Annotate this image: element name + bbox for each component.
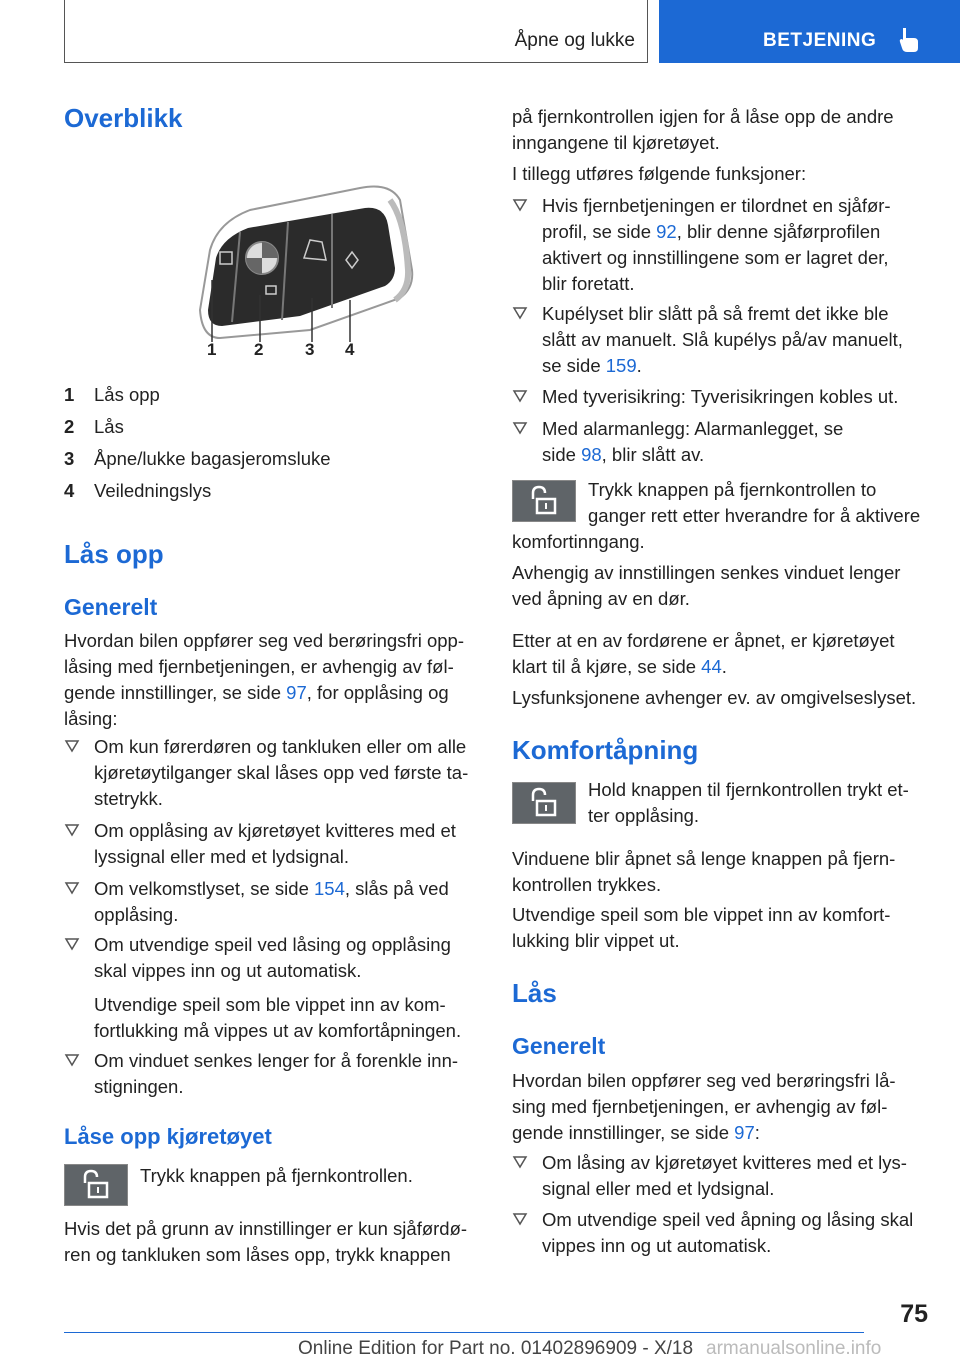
paragraph: komfortinngang. [512,531,645,552]
triangle-bullet-icon [64,823,80,837]
paragraph: på fjernkontrollen igjen for å låse opp de andre inngangene til kjøretøyet. [512,106,894,153]
legend-text: Veiledningslys [94,480,212,501]
figure-label-4: 4 [345,340,355,359]
section-label: BETJENING [763,30,877,51]
key-fob-illustration [190,180,420,360]
page-link[interactable]: 97 [286,682,307,703]
triangle-bullet-icon [512,1155,528,1169]
list-item: Med tyverisikring: Tyverisikringen kobles ut. [512,384,932,410]
legend-text: Åpne/lukke bagasjeromsluke [94,448,331,469]
general-heading: Generelt [64,594,158,620]
unlock-button-image [512,782,576,824]
page-link[interactable]: 44 [701,656,722,677]
hand-pointer-icon [897,26,921,54]
header-title-box [64,0,648,63]
unlock-button-image [512,480,576,522]
general-heading: Generelt [512,1033,606,1059]
triangle-bullet-icon [64,881,80,895]
list-item: Om kun førerdøren og tankluken eller om alle kjøretøytilganger skal låses opp ved første ta- stetrykk. [64,734,484,812]
list-item: Om opplåsing av kjøretøyet kvitteres med et lyssignal eller med et lydsignal. [64,818,484,870]
paragraph: Hold knappen til fjernkontrollen trykt et- ter opplåsing. [588,779,909,826]
paragraph: Avhengig av innstillingen senkes vinduet lenger ved åpning av en dør. [512,562,901,609]
figure-label-1: 1 [207,340,217,359]
legend-text: Lås [94,416,124,437]
unlock-vehicle-heading: Låse opp kjøretøyet [64,1124,272,1149]
legend-num: 2 [64,416,75,437]
legend-num: 3 [64,448,75,469]
list-item: Om vinduet senkes lenger for å forenkle inn- stigningen. [64,1048,484,1100]
unlock-button-image [64,1164,128,1206]
unlock-icon [65,1165,127,1205]
triangle-bullet-icon [64,739,80,753]
chapter-title: Åpne og lukke [514,30,635,51]
legend-text: Lås opp [94,384,160,405]
page-link[interactable]: 154 [314,878,345,899]
section-tab [659,0,960,63]
paragraph: Hvis det på grunn av innstillinger er kun sjåførdø- ren og tankluken som låses opp, trykk knappen [64,1218,468,1265]
list-item: Om utvendige speil ved åpning og låsing skal vippes inn og ut automatisk. [512,1207,932,1259]
list-item: Kupélyset blir slått på så fremt det ikke ble slått av manuelt. Slå kupélys på/av manuelt, se side 159. [512,301,932,379]
paragraph: Lysfunksjonene avhenger ev. av omgivelseslyset. [512,687,917,708]
unlock-heading: Lås opp [64,539,164,569]
watermark: armanualsonline.info [706,1338,882,1359]
paragraph: Etter at en av fordørene er åpnet, er kjøretøyet klart til å kjøre, se side 44. [512,630,895,677]
list-item: Om velkomstlyset, se side 154, slås på ved opplåsing. [64,876,484,928]
unlock-icon [513,481,575,521]
paragraph: Hvordan bilen oppfører seg ved berøringsfri lå- sing med fjernbetjeningen, er avhengig av føl- gende innstillinger, se side 97: [512,1070,896,1143]
triangle-bullet-icon [512,306,528,320]
paragraph: I tillegg utføres følgende funksjoner: [512,163,807,184]
page-number: 75 [900,1300,928,1328]
figure-label-3: 3 [305,340,315,359]
page-link[interactable]: 92 [656,221,677,242]
unlock-icon [513,783,575,823]
paragraph: Trykk knappen på fjernkontrollen. [140,1165,413,1186]
paragraph: Trykk knappen på fjernkontrollen to ganger rett etter hverandre for å aktivere [588,479,921,526]
triangle-bullet-icon [512,1212,528,1226]
list-item: Med alarmanlegg: Alarmanlegget, se side 98, blir slått av. [512,416,932,468]
paragraph: Utvendige speil som ble vippet inn av komfort- lukking blir vippet ut. [512,904,891,951]
list-item: Om utvendige speil ved låsing og opplåsing skal vippes inn og ut automatisk. Utvendige speil som ble vippet inn av kom- fortlukking må vippes ut av komfortåpningen. [64,932,484,1044]
triangle-bullet-icon [512,198,528,212]
paragraph: Vinduene blir åpnet så lenge knappen på fjern- kontrollen trykkes. [512,848,896,895]
triangle-bullet-icon [64,937,80,951]
page-link[interactable]: 159 [605,355,637,376]
footer-edition: Online Edition for Part no. 01402896909 - X/18 [298,1338,694,1359]
lock-heading: Lås [512,978,557,1008]
figure-label-2: 2 [254,340,264,359]
legend-num: 1 [64,384,75,405]
list-item: Hvis fjernbetjeningen er tilordnet en sjåfør- profil, se side 92, blir denne sjåførprofilen aktivert og innstillingene som er lagret der, blir foretatt. [512,193,932,297]
footer-divider [64,1332,864,1333]
paragraph: Hvordan bilen oppfører seg ved berøringsfri opp- låsing med fjernbetjeningen, er avhengig av føl- gende innstillinger, se side 97, for opplåsing og låsing: [64,630,464,729]
triangle-bullet-icon [512,389,528,403]
page-link[interactable]: 98 [581,444,602,465]
comfort-heading: Komfortåpning [512,735,699,765]
page-link[interactable]: 97 [734,1122,755,1143]
triangle-bullet-icon [512,421,528,435]
list-item: Om låsing av kjøretøyet kvitteres med et lys- signal eller med et lydsignal. [512,1150,932,1202]
triangle-bullet-icon [64,1053,80,1067]
overview-heading: Overblikk [64,103,183,133]
legend-num: 4 [64,480,75,501]
